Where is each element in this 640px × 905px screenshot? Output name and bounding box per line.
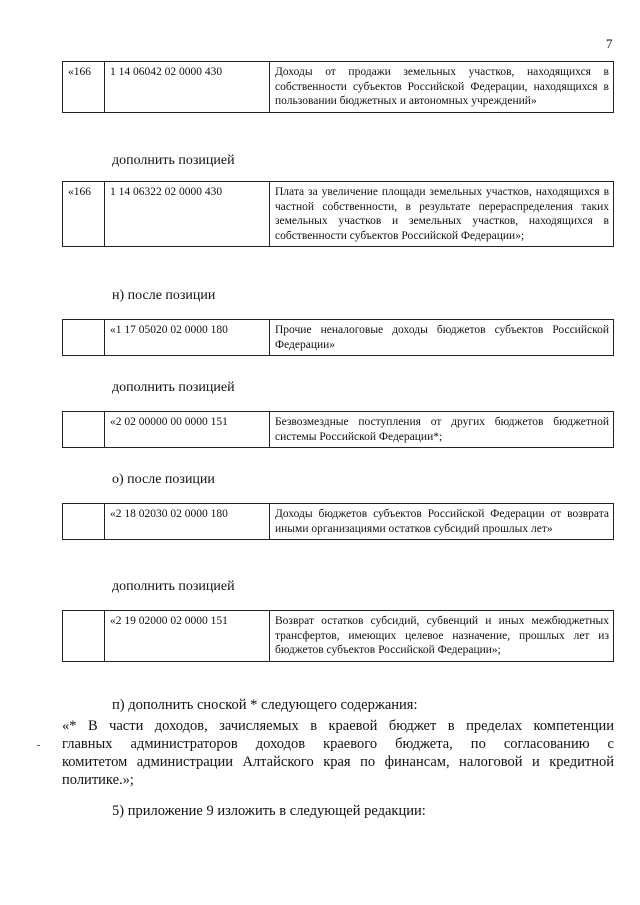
- position-number: «166: [63, 182, 105, 247]
- table-row: [63, 182, 614, 247]
- position-description: Доходы от продажи земельных участков, находящихся в собственности субъектов Российской Федерации, находящихся в пользовании бюджетных и автономных учреждений»: [270, 62, 614, 113]
- footnote-text: [62, 717, 614, 789]
- position-description: Плата за увеличение площади земельных участков, находящихся в частной собственности, в результате перераспределения таких земельных участков и земельных участков, находящихся в собственности субъектов Российской Федерации»;: [270, 182, 614, 247]
- footnote-instruction: п) дополнить сноской * следующего содержания:: [112, 697, 418, 713]
- budget-code: «2 18 02030 02 0000 180: [105, 504, 270, 540]
- instruction-label: дополнить позицией: [112, 153, 235, 168]
- budget-code: «2 02 00000 00 0000 151: [105, 412, 270, 448]
- table-row: [63, 320, 614, 356]
- appendix-instruction: 5) приложение 9 изложить в следующей редакции:: [112, 803, 426, 819]
- budget-code: «2 19 02000 02 0000 151: [105, 611, 270, 662]
- position-description: Возврат остатков субсидий, субвенций и иных межбюджетных трансфертов, имеющих целевое назначение, прошлых лет из бюджетов субъектов Российской Федерации»;: [270, 611, 614, 662]
- table-row: [63, 611, 614, 662]
- position-table-6: [62, 610, 614, 662]
- position-description: Доходы бюджетов субъектов Российской Федерации от возврата иными организациями остатков субсидий прошлых лет»: [270, 504, 614, 540]
- position-description: Безвозмездные поступления от других бюджетов бюджетной системы Российской Федерации*;: [270, 412, 614, 448]
- footnote-line: главных администраторов доходов краевого бюджета, по согласованию с: [62, 736, 614, 752]
- table-row: [63, 412, 614, 448]
- position-number: [63, 320, 105, 356]
- instruction-label: дополнить позицией: [112, 579, 235, 594]
- instruction-label: дополнить позицией: [112, 380, 235, 395]
- position-table-1: [62, 61, 614, 113]
- table-row: [63, 504, 614, 540]
- position-number: [63, 412, 105, 448]
- position-description: Прочие неналоговые доходы бюджетов субъектов Российской Федерации»: [270, 320, 614, 356]
- instruction-label: н) после позиции: [112, 288, 216, 303]
- footnote-line: комитетом администрации Алтайского края по финансам, налоговой и кредитной: [62, 754, 614, 770]
- page-number: 7: [606, 36, 613, 51]
- instruction-label: о) после позиции: [112, 472, 215, 487]
- table-row: [63, 62, 614, 113]
- position-number: «166: [63, 62, 105, 113]
- budget-code: 1 14 06042 02 0000 430: [105, 62, 270, 113]
- budget-code: 1 14 06322 02 0000 430: [105, 182, 270, 247]
- position-table-4: [62, 411, 614, 448]
- position-number: [63, 504, 105, 540]
- footnote-line: политике.»;: [62, 772, 134, 788]
- footnote-line: «* В части доходов, зачисляемых в краевой бюджет в пределах компетенции: [62, 718, 614, 734]
- position-table-5: [62, 503, 614, 540]
- position-table-2: [62, 181, 614, 247]
- position-table-3: [62, 319, 614, 356]
- budget-code: «1 17 05020 02 0000 180: [105, 320, 270, 356]
- margin-mark: [37, 745, 40, 746]
- position-number: [63, 611, 105, 662]
